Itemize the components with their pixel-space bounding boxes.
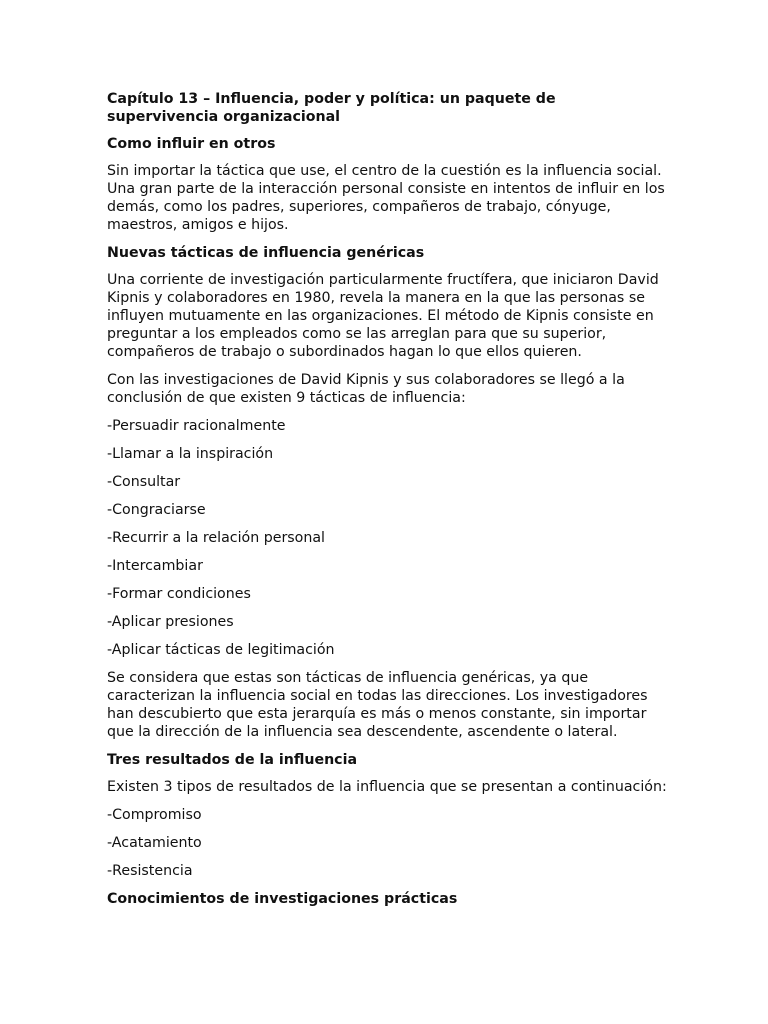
list-item-tactic: -Llamar a la inspiración [107,446,274,462]
list-item-outcome: -Acatamiento [107,835,202,851]
section-heading-conocimientos: Conocimientos de investigaciones prácticas [107,891,458,907]
document-page [107,90,667,917]
list-item-tactic: -Persuadir racionalmente [107,418,286,434]
paragraph-influencia-social: Sin importar la táctica que use, el centro de la cuestión es la influencia social. Una gran parte de la interacción personal consiste en intentos de influir en los demás, como los padres, superiores, compañeros de trabajo, cónyuge, maestros, amigos e hijos. [107,163,665,233]
list-item-tactic: -Aplicar presiones [107,614,234,630]
list-item-tactic: -Aplicar tácticas de legitimación [107,642,335,658]
list-item-tactic: -Congraciarse [107,502,206,518]
list-item-tactic: -Recurrir a la relación personal [107,530,325,546]
paragraph-tacticas-genericas: Se considera que estas son tácticas de influencia genéricas, ya que caracterizan la influencia social en todas las direcciones. Los investigadores han descubierto que esta jerarquía es más o menos constante, sin importar que la dirección de la influencia sea descendente, ascendente o lateral. [107,670,648,740]
list-item-tactic: -Formar condiciones [107,586,251,602]
list-item-tactic: -Consultar [107,474,181,490]
paragraph-tipos-resultados: Existen 3 tipos de resultados de la influencia que se presentan a continuación: [107,779,667,795]
paragraph-nueve-tacticas: Con las investigaciones de David Kipnis y sus colaboradores se llegó a la conclusión de que existen 9 tácticas de influencia: [107,372,625,406]
section-heading-tres-resultados: Tres resultados de la influencia [107,752,358,768]
paragraph-kipnis-research: Una corriente de investigación particularmente fructífera, que iniciaron David Kipnis y colaboradores en 1980, revela la manera en la que las personas se influyen mutuamente en las organizaciones. El método de Kipnis consiste en preguntar a los empleados como se las arreglan para que su superior, compañeros de trabajo o subordinados hagan lo que ellos quieren. [107,272,659,360]
list-item-outcome: -Compromiso [107,807,202,823]
document-title: Capítulo 13 – Influencia, poder y política: un paquete de supervivencia organizacional [107,91,556,125]
list-item-tactic: -Intercambiar [107,558,203,574]
list-item-outcome: -Resistencia [107,863,193,879]
section-heading-como-influir: Como influir en otros [107,136,276,152]
section-heading-nuevas-tacticas: Nuevas tácticas de influencia genéricas [107,245,425,261]
